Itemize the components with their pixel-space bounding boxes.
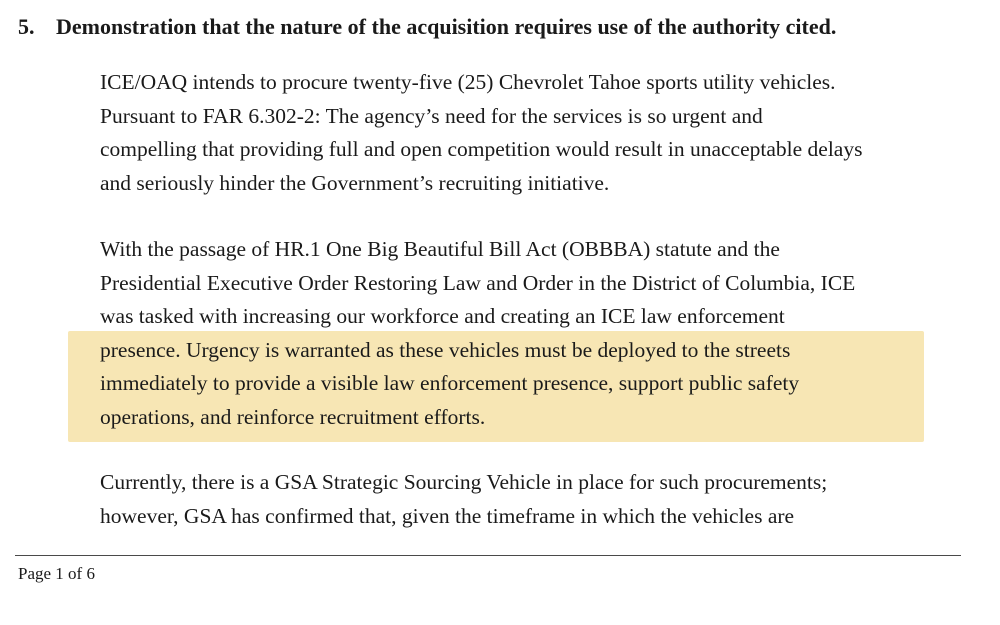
highlighted-line: presence. Urgency is warranted as these vehicles must be deployed to the streets bbox=[100, 337, 791, 362]
highlighted-line: operations, and reinforce recruitment efforts. bbox=[100, 404, 486, 429]
paragraph-line: Presidential Executive Order Restoring Law and Order in the District of Columbia, ICE bbox=[100, 270, 856, 295]
paragraph-line: was tasked with increasing our workforce and creating an ICE law enforcement bbox=[100, 304, 785, 328]
paragraph-line: With the passage of HR.1 One Big Beautiful Bill Act (OBBBA) statute and the bbox=[100, 237, 780, 261]
page-number: Page 1 of 6 bbox=[18, 564, 95, 583]
paragraph-line: ICE/OAQ intends to procure twenty-five (25) Chevrolet Tahoe sports utility vehicles. bbox=[100, 70, 836, 94]
paragraph-line: Pursuant to FAR 6.302-2: The agency’s need for the services is so urgent and bbox=[100, 103, 763, 128]
paragraph-gsa bbox=[100, 466, 980, 533]
paragraph-line: compelling that providing full and open competition would result in unacceptable delays bbox=[100, 137, 863, 161]
paragraph-line: and seriously hinder the Government’s recruiting initiative. bbox=[100, 170, 610, 195]
paragraph-urgency bbox=[100, 233, 980, 434]
paragraph-line: however, GSA has confirmed that, given the timeframe in which the vehicles are bbox=[100, 503, 795, 528]
highlighted-line: immediately to provide a visible law enforcement presence, support public safety bbox=[100, 371, 800, 395]
paragraph-line: Currently, there is a GSA Strategic Sourcing Vehicle in place for such procurements; bbox=[100, 470, 828, 494]
section-title: Demonstration that the nature of the acquisition requires use of the authority cited. bbox=[56, 14, 837, 39]
footer-divider bbox=[15, 555, 961, 556]
paragraph-procurement bbox=[100, 66, 980, 200]
section-number: 5. bbox=[18, 14, 35, 39]
section-heading bbox=[18, 12, 836, 42]
